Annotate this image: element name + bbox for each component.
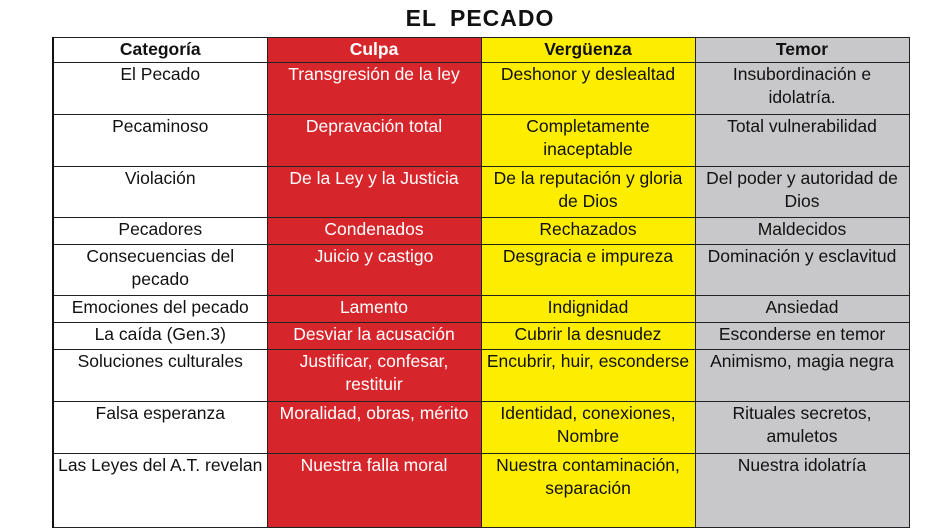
cell-categoria: Pecaminoso (53, 115, 267, 167)
page-title: EL PECADO (405, 5, 555, 31)
cell-temor: Insubordinación e idolatría. (695, 63, 909, 115)
cell-culpa: Moralidad, obras, mérito (267, 402, 481, 454)
sin-comparison-table (52, 37, 910, 528)
cell-culpa: Juicio y castigo (267, 245, 481, 296)
header-temor: Temor (695, 38, 909, 63)
cell-temor: Total vulnerabilidad (695, 115, 909, 167)
cell-verguenza: De la reputación y gloria de Dios (481, 167, 695, 218)
cell-categoria: Emociones del pecado (53, 296, 267, 323)
cell-verguenza: Identidad, conexiones, Nombre (481, 402, 695, 454)
cell-temor: Dominación y esclavitud (695, 245, 909, 296)
cell-temor: Ansiedad (695, 296, 909, 323)
cell-categoria: El Pecado (53, 63, 267, 115)
cell-temor: Del poder y autoridad de Dios (695, 167, 909, 218)
table-row (53, 245, 909, 296)
cell-temor: Maldecidos (695, 218, 909, 245)
cell-verguenza: Indignidad (481, 296, 695, 323)
cell-categoria: Falsa esperanza (53, 402, 267, 454)
cell-culpa: Lamento (267, 296, 481, 323)
cell-categoria: Consecuencias del pecado (53, 245, 267, 296)
table-row (53, 218, 909, 245)
table-row (53, 323, 909, 350)
table-row (53, 454, 909, 528)
cell-categoria: Las Leyes del A.T. revelan (53, 454, 267, 528)
header-categoria: Categoría (53, 38, 267, 63)
cell-temor: Nuestra idolatría (695, 454, 909, 528)
cell-categoria: Soluciones culturales (53, 350, 267, 402)
cell-categoria: Pecadores (53, 218, 267, 245)
cell-culpa: Justificar, confesar, restituir (267, 350, 481, 402)
table-row (53, 63, 909, 115)
header-culpa: Culpa (267, 38, 481, 63)
table-row (53, 296, 909, 323)
cell-verguenza: Cubrir la desnudez (481, 323, 695, 350)
cell-culpa: Condenados (267, 218, 481, 245)
cell-verguenza: Encubrir, huir, esconderse (481, 350, 695, 402)
table-row (53, 167, 909, 218)
cell-verguenza: Desgracia e impureza (481, 245, 695, 296)
cell-culpa: Nuestra falla moral (267, 454, 481, 528)
cell-verguenza: Nuestra contaminación, separación (481, 454, 695, 528)
cell-temor: Rituales secretos, amuletos (695, 402, 909, 454)
cell-categoria: La caída (Gen.3) (53, 323, 267, 350)
cell-verguenza: Completamente inaceptable (481, 115, 695, 167)
cell-culpa: Transgresión de la ley (267, 63, 481, 115)
header-row (53, 38, 909, 63)
cell-culpa: De la Ley y la Justicia (267, 167, 481, 218)
cell-culpa: Depravación total (267, 115, 481, 167)
table-row (53, 115, 909, 167)
cell-verguenza: Rechazados (481, 218, 695, 245)
table-row (53, 402, 909, 454)
table-row (53, 350, 909, 402)
cell-categoria: Violación (53, 167, 267, 218)
header-verguenza: Vergüenza (481, 38, 695, 63)
cell-temor: Animismo, magia negra (695, 350, 909, 402)
cell-culpa: Desviar la acusación (267, 323, 481, 350)
cell-temor: Esconderse en temor (695, 323, 909, 350)
cell-verguenza: Deshonor y deslealtad (481, 63, 695, 115)
